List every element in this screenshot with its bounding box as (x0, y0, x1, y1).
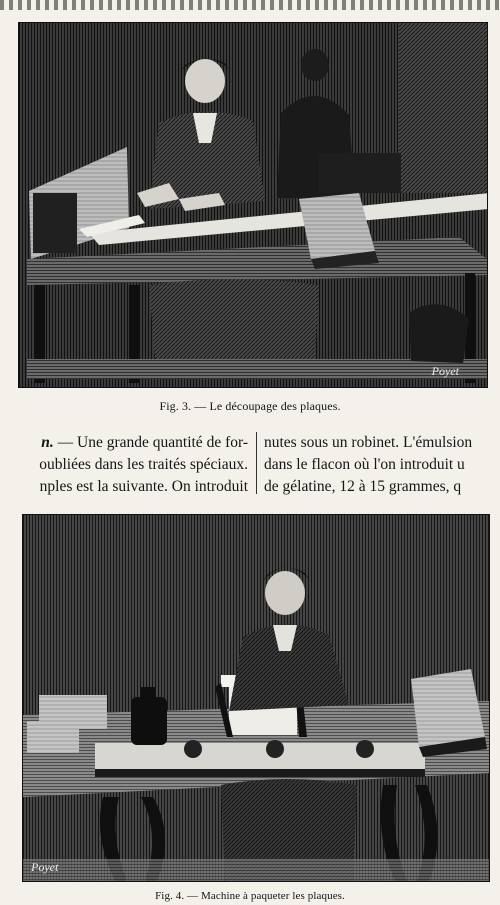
figure-3-caption: Fig. 3. — Le découpage des plaques. (159, 399, 341, 413)
text-line: de gélatine, 12 à 15 grammes, q (264, 478, 462, 495)
text-line: dans le flacon où l'on introduit u (264, 456, 465, 473)
text-line: nples est la suivante. On introduit (39, 478, 248, 495)
figure-4-caption: Fig. 4. — Machine à paqueter les plaques. (155, 890, 345, 902)
cropped-text-line (0, 0, 500, 10)
engraver-signature: Poyet (431, 364, 459, 378)
text-column-left (0, 432, 248, 498)
column-divider (256, 432, 257, 494)
text-line: nutes sous un robinet. L'émulsion (264, 434, 473, 451)
text-column-right (264, 432, 500, 498)
engraver-signature: Poyet (31, 860, 59, 874)
figure-3-engraving (18, 22, 488, 388)
figure-4-engraving (22, 514, 490, 882)
text-line-part: — Une grande quantité de for- (53, 434, 248, 451)
text-line: oubliées dans les traités spéciaux. (39, 456, 248, 473)
paragraph-lead: n. (41, 434, 54, 451)
text-line (0, 432, 248, 454)
